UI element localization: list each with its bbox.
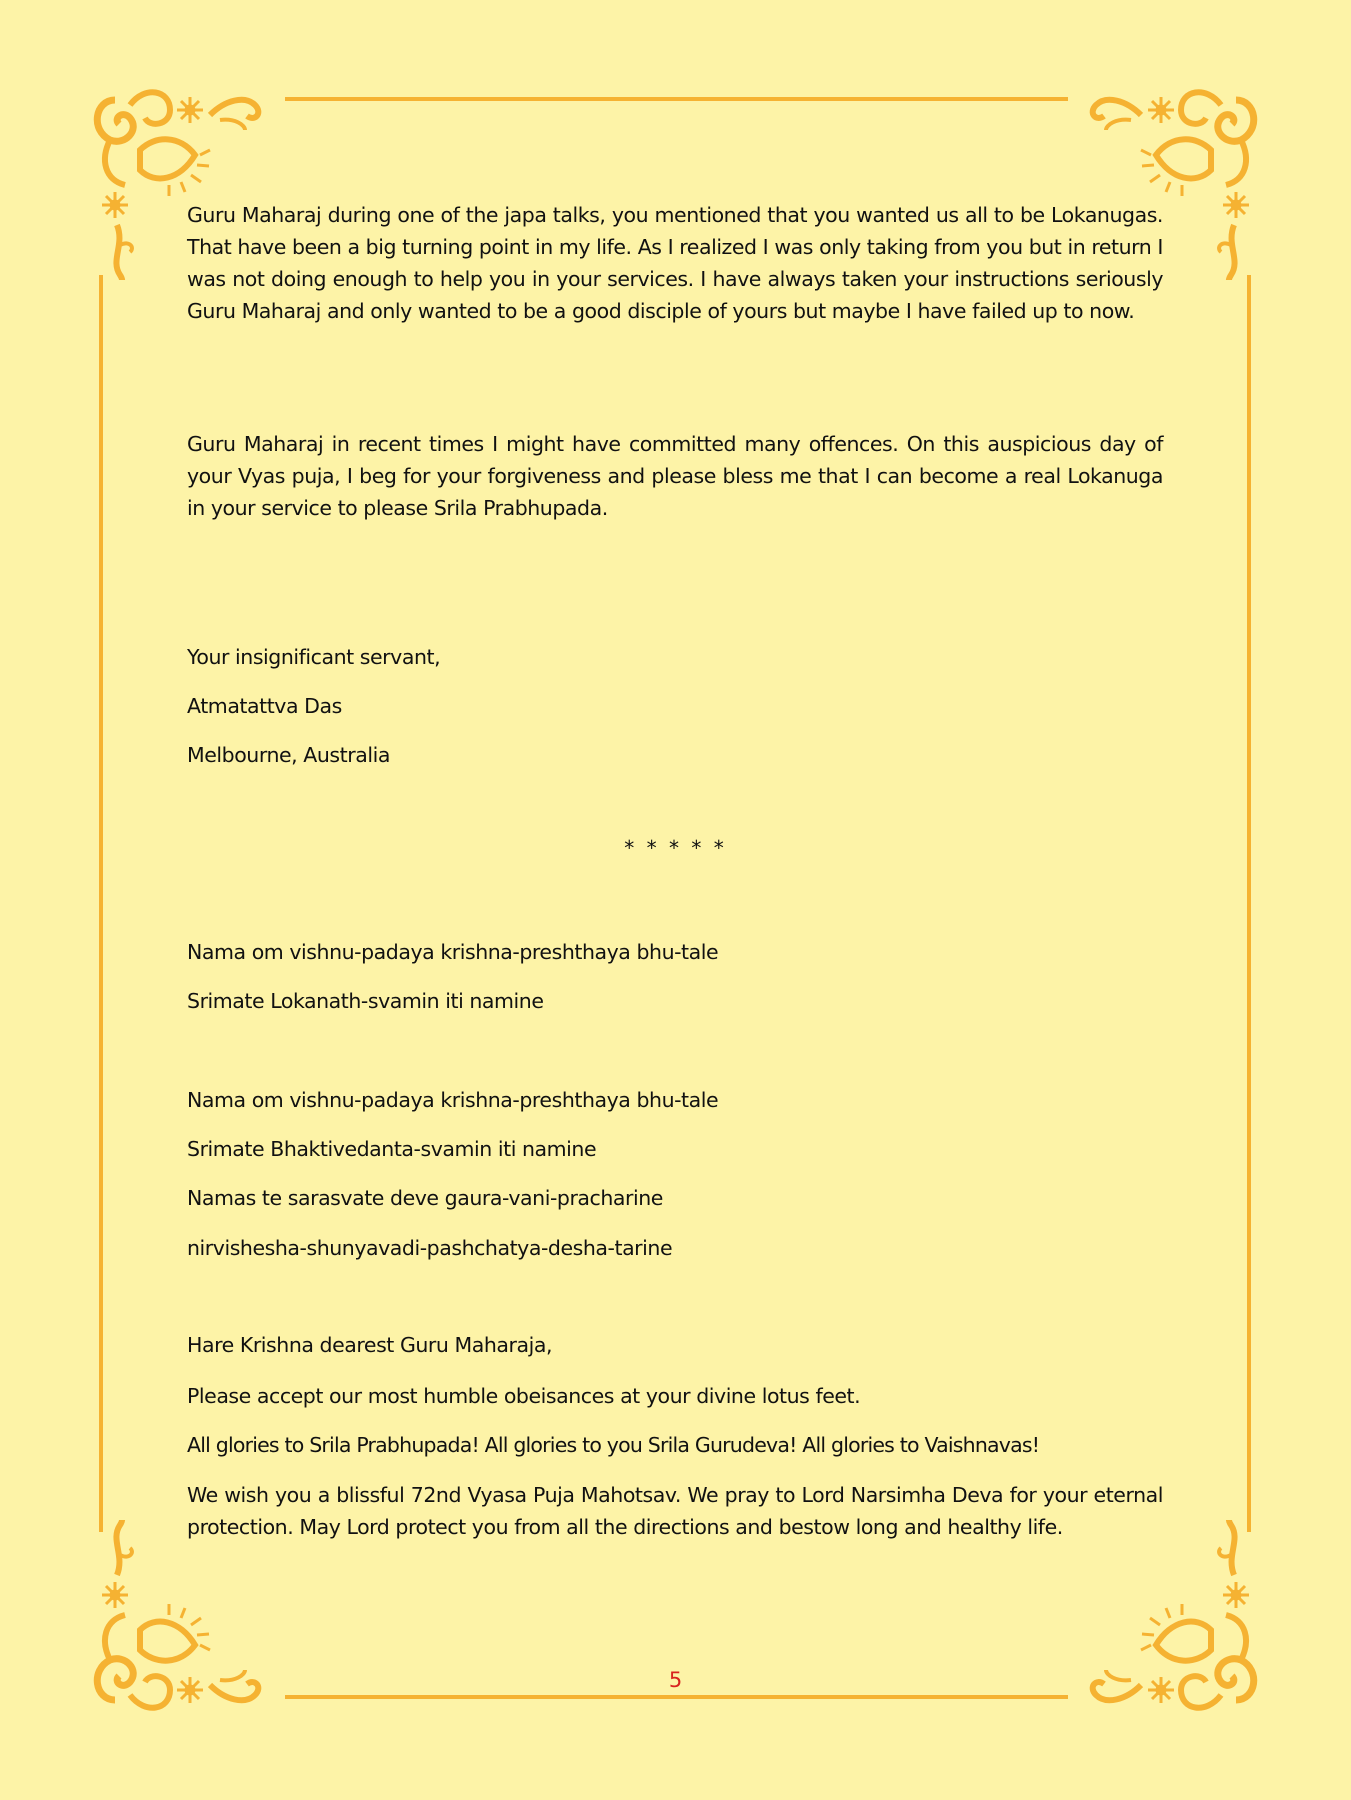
letter-line: Please accept our most humble obeisances at your divine lotus feet. <box>187 1384 861 1408</box>
signature-location: Melbourne, Australia <box>187 743 390 767</box>
prayer-line: Srimate Bhaktivedanta-svamin iti namine <box>187 1137 597 1161</box>
border-bottom <box>285 1695 1068 1699</box>
letter-line: All glories to Srila Prabhupada! All glories to you Srila Gurudeva! All glories to Vaishnavas! <box>187 1433 1040 1457</box>
signature-closing: Your insignificant servant, <box>187 645 441 669</box>
prayer-line: Nama om vishnu-padaya krishna-preshthaya bhu-tale <box>187 940 719 964</box>
letter-greeting: Hare Krishna dearest Guru Maharaja, <box>187 1333 553 1357</box>
letter-line: We wish you a blissful 72nd Vyasa Puja Mahotsav. We pray to Lord Narsimha Deva for your eternal protection. May Lord protect you from all the directions and bestow long and healthy life. <box>187 1483 1163 1539</box>
prayer-line: nirvishesha-shunyavadi-pashchatya-desha-tarine <box>187 1236 673 1260</box>
paragraph-2: Guru Maharaj in recent times I might have committed many offences. On this auspicious day of your Vyas puja, I beg for your forgiveness and please bless me that I can become a real Lokanuga in your service to please Srila Prabhupada. <box>187 432 1163 520</box>
paragraph-1: Guru Maharaj during one of the japa talks, you mentioned that you wanted us all to be Lokanugas. That have been a big turning point in my life. As I realized I was only taking from you but in return I was not doing enough to help you in your services. I have always taken your instructions seriously Guru Maharaj and only wanted to be a good disciple of yours but maybe I have failed up to now. <box>187 203 1163 323</box>
prayer-line: Srimate Lokanath-svamin iti namine <box>187 989 544 1013</box>
border-left <box>99 275 103 1532</box>
separator: * * * * * <box>624 836 727 860</box>
page-number: 5 <box>668 1668 683 1692</box>
border-right <box>1247 275 1251 1532</box>
signature-name: Atmatattva Das <box>187 694 342 718</box>
prayer-line: Nama om vishnu-padaya krishna-preshthaya bhu-tale <box>187 1088 719 1112</box>
prayer-line: Namas te sarasvate deve gaura-vani-pracharine <box>187 1186 663 1210</box>
border-top <box>285 97 1068 101</box>
